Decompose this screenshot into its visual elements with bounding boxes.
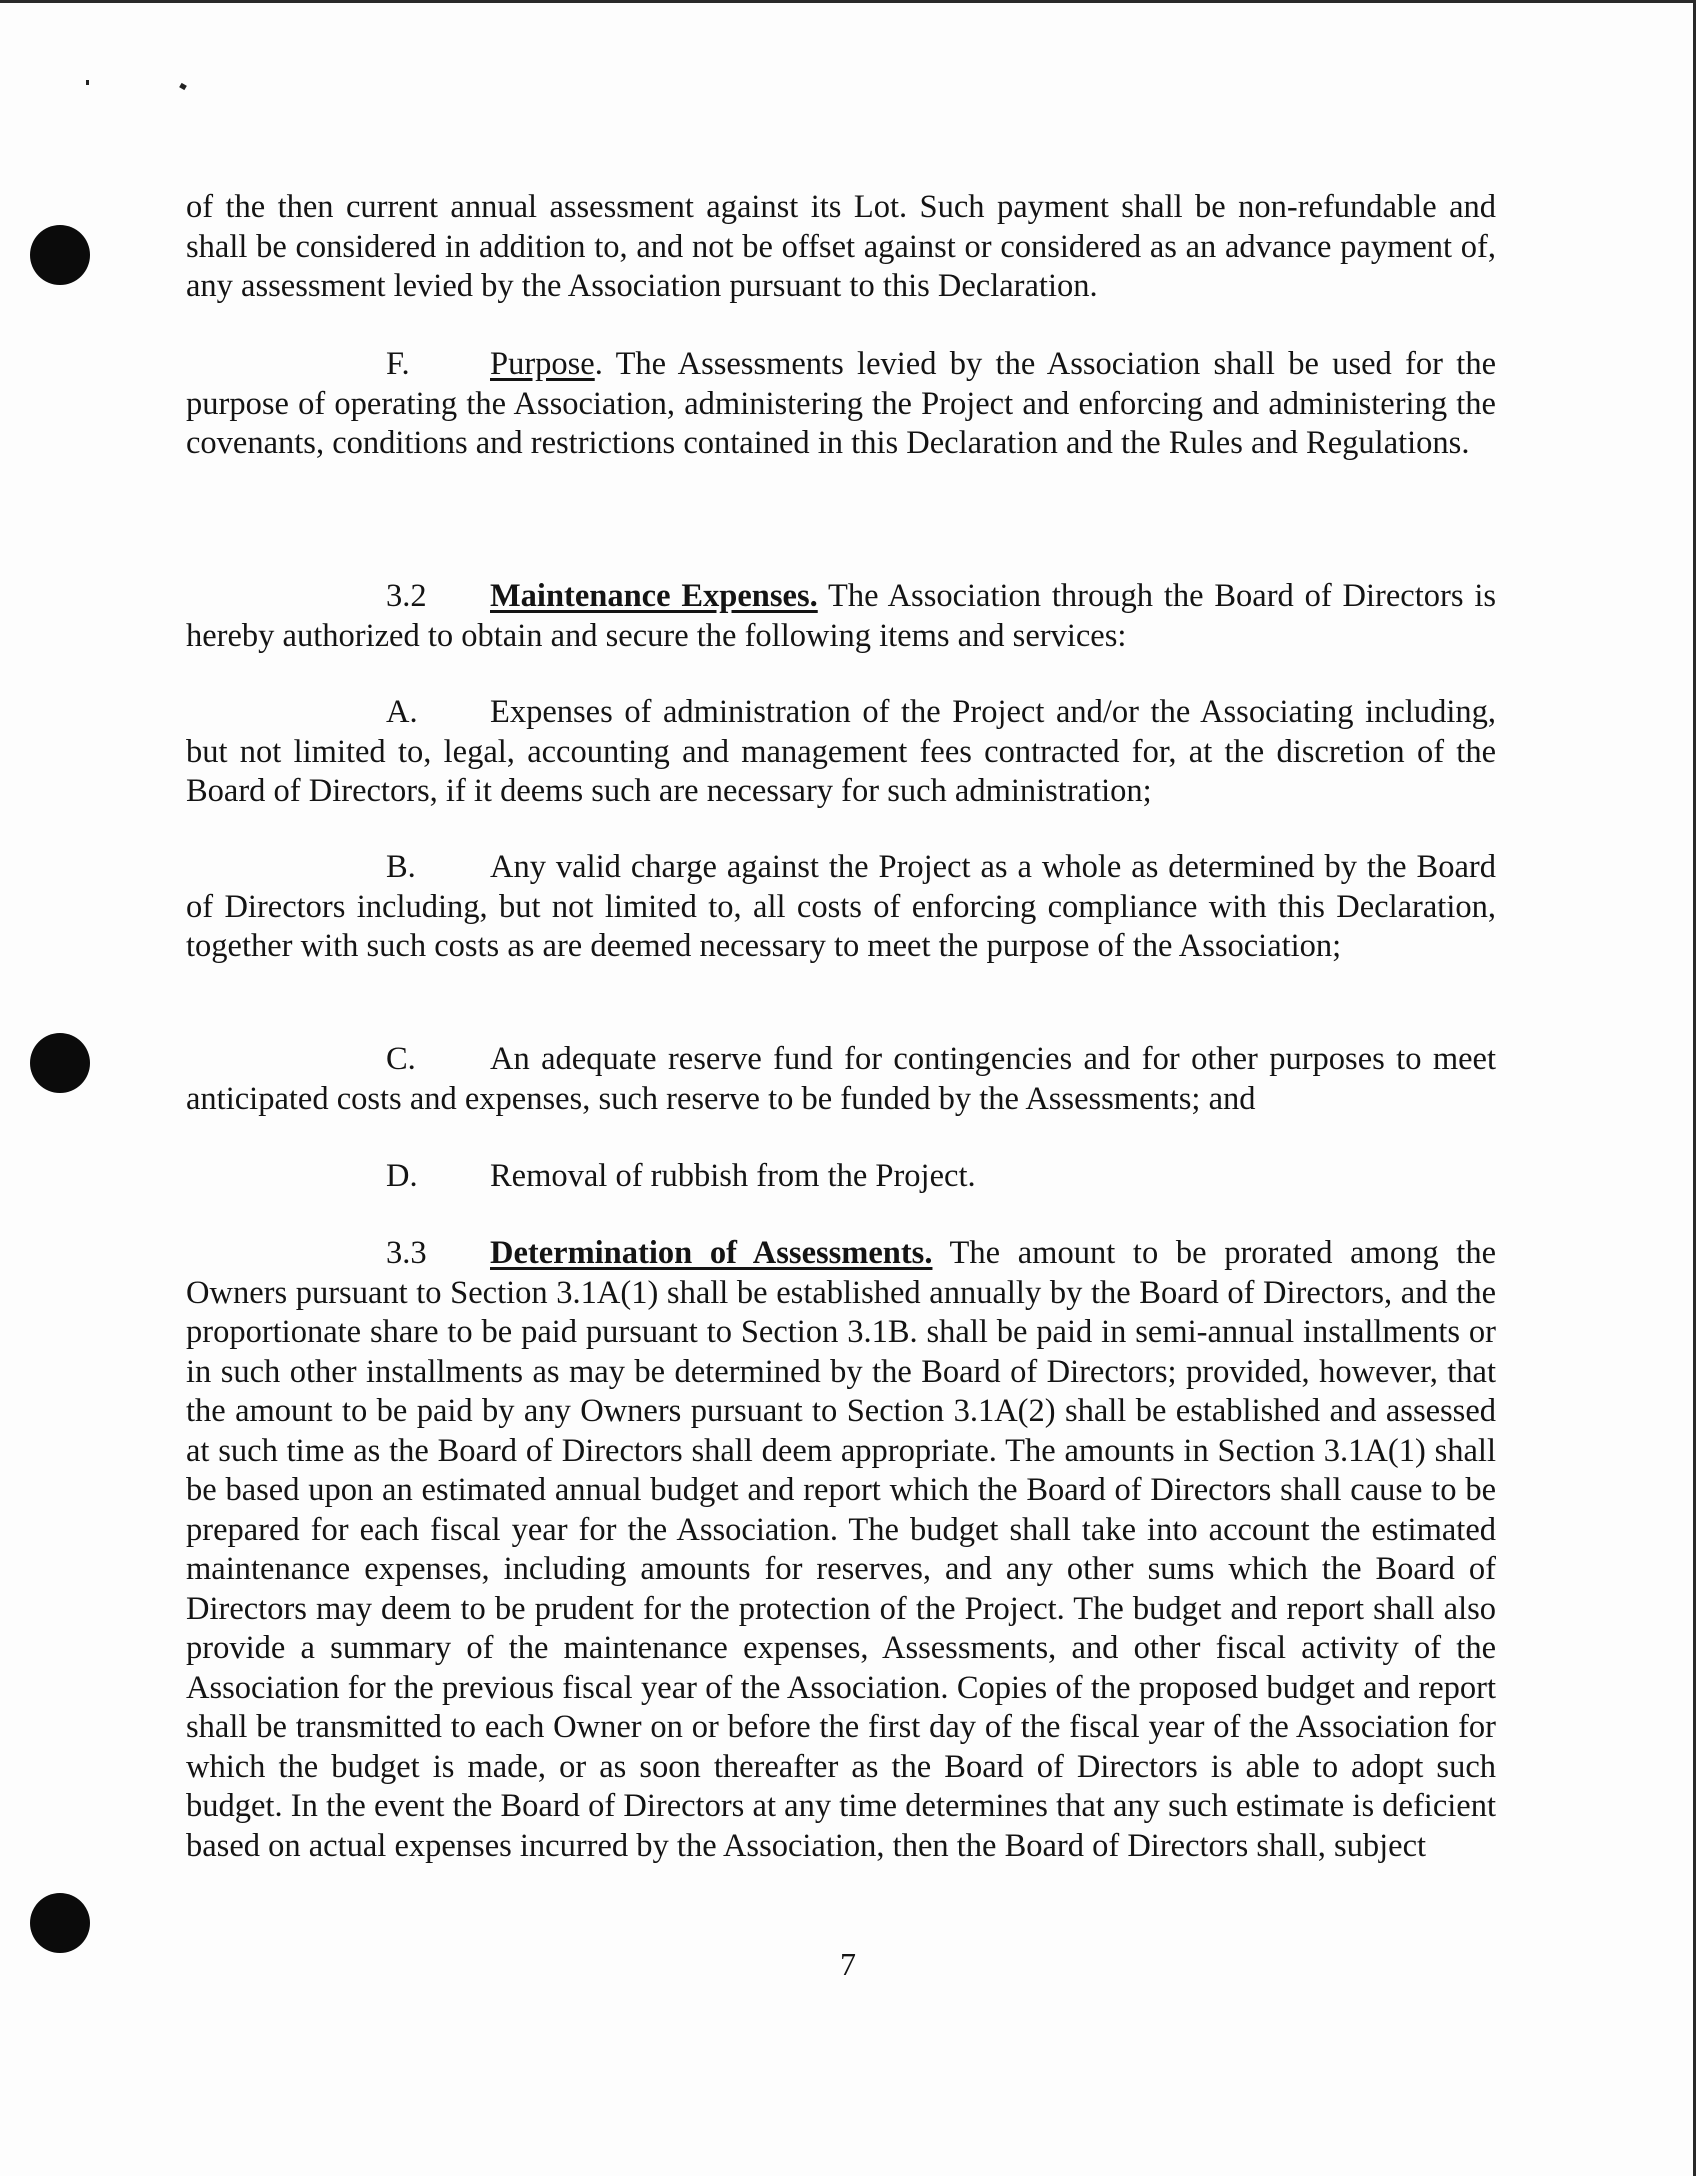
section-heading: Maintenance Expenses. [490, 578, 818, 614]
paragraph-text: The amount to be prorated among the Owners pursuant to Section 3.1A(1) shall be established annually by the Board of Directors, and the proportionate share to be paid pursuant to Section 3.1B. shall be paid in semi-annual installments or in such other installments as may be determined by the Board of Directors; provided, however, that the amount to be paid by any Owners pursuant to Section 3.1A(2) shall be established and assessed at such time as the Board of Directors shall deem appropriate. The amounts in Section 3.1A(1) shall be based upon an estimated annual budget and report which the Board of Directors shall cause to be prepared for each fiscal year for the Association. The budget shall take into account the estimated maintenance expenses, including amounts for reserves, and any other sums which the Board of Directors may deem to be prudent for the protection of the Project. The budget and report shall also provide a summary of the maintenance expenses, Assessments, and other fiscal activity of the Association for the previous fiscal year of the Association. Copies of the proposed budget and report shall be transmitted to each Owner on or before the first day of the fiscal year of the Association for which the budget is made, or as soon thereafter as the Board of Directors is able to adopt such budget. In the event the Board of Directors at any time determines that any such estimate is deficient based on actual expenses incurred by the Association, then the Board of Directors shall, subject [186, 1235, 1496, 1864]
paragraph-text: of the then current annual assessment against its Lot. Such payment shall be non-refundable and shall be considered in addition to, and not be offset against or considered as an advance payment of, any assessment levied by the Association pursuant to this Declaration. [186, 189, 1496, 304]
item-letter: B. [386, 849, 416, 885]
scan-speck [179, 83, 187, 90]
scan-speck [86, 80, 89, 85]
paragraph-3-3 [186, 1234, 1496, 1866]
section-number: 3.3 [386, 1235, 427, 1271]
paragraph-text: Expenses of administration of the Project and/or the Associating including, but not limited to, legal, accounting and management fees contracted for, at the discretion of the Board of Directors, if it deems such are necessary for such administration; [186, 694, 1496, 809]
paragraph-a [186, 693, 1496, 812]
section-heading: Purpose [490, 346, 595, 382]
paragraph-text: . The Assessments levied by the Association shall be used for the purpose of operating the Association, administering the Project and enforcing and administering the covenants, conditions and restrictions contained in this Declaration and the Rules and Regulations. [186, 346, 1496, 461]
section-heading: Determination of Assessments. [490, 1235, 933, 1271]
paragraph-d [186, 1157, 1496, 1197]
section-number: 3.2 [386, 578, 427, 614]
paragraph-f-purpose [186, 345, 1496, 464]
item-letter: C. [386, 1041, 416, 1077]
paragraph-text: The Association through the Board of Directors is hereby authorized to obtain and secure the following items and services: [186, 578, 1497, 654]
paragraph-3-2 [186, 577, 1496, 656]
paragraph-c [186, 1040, 1496, 1119]
page-number: 7 [840, 1946, 856, 1982]
scan-edge-top [0, 0, 1696, 3]
paragraph-text: Removal of rubbish from the Project. [490, 1158, 976, 1194]
punch-hole [30, 1033, 90, 1093]
paragraph-text: An adequate reserve fund for contingencies and for other purposes to meet anticipated costs and expenses, such reserve to be funded by the Assessments; and [186, 1041, 1496, 1117]
paragraph-text: Any valid charge against the Project as a whole as determined by the Board of Directors including, but not limited to, all costs of enforcing compliance with this Declaration, together with such costs as are deemed necessary to meet the purpose of the Association; [186, 849, 1496, 964]
punch-hole [30, 1893, 90, 1953]
item-letter: A. [386, 694, 418, 730]
paragraph-b [186, 848, 1496, 967]
punch-hole [30, 225, 90, 285]
item-letter: D. [386, 1158, 418, 1194]
paragraph-continuation [186, 188, 1496, 307]
item-letter: F. [386, 346, 410, 382]
